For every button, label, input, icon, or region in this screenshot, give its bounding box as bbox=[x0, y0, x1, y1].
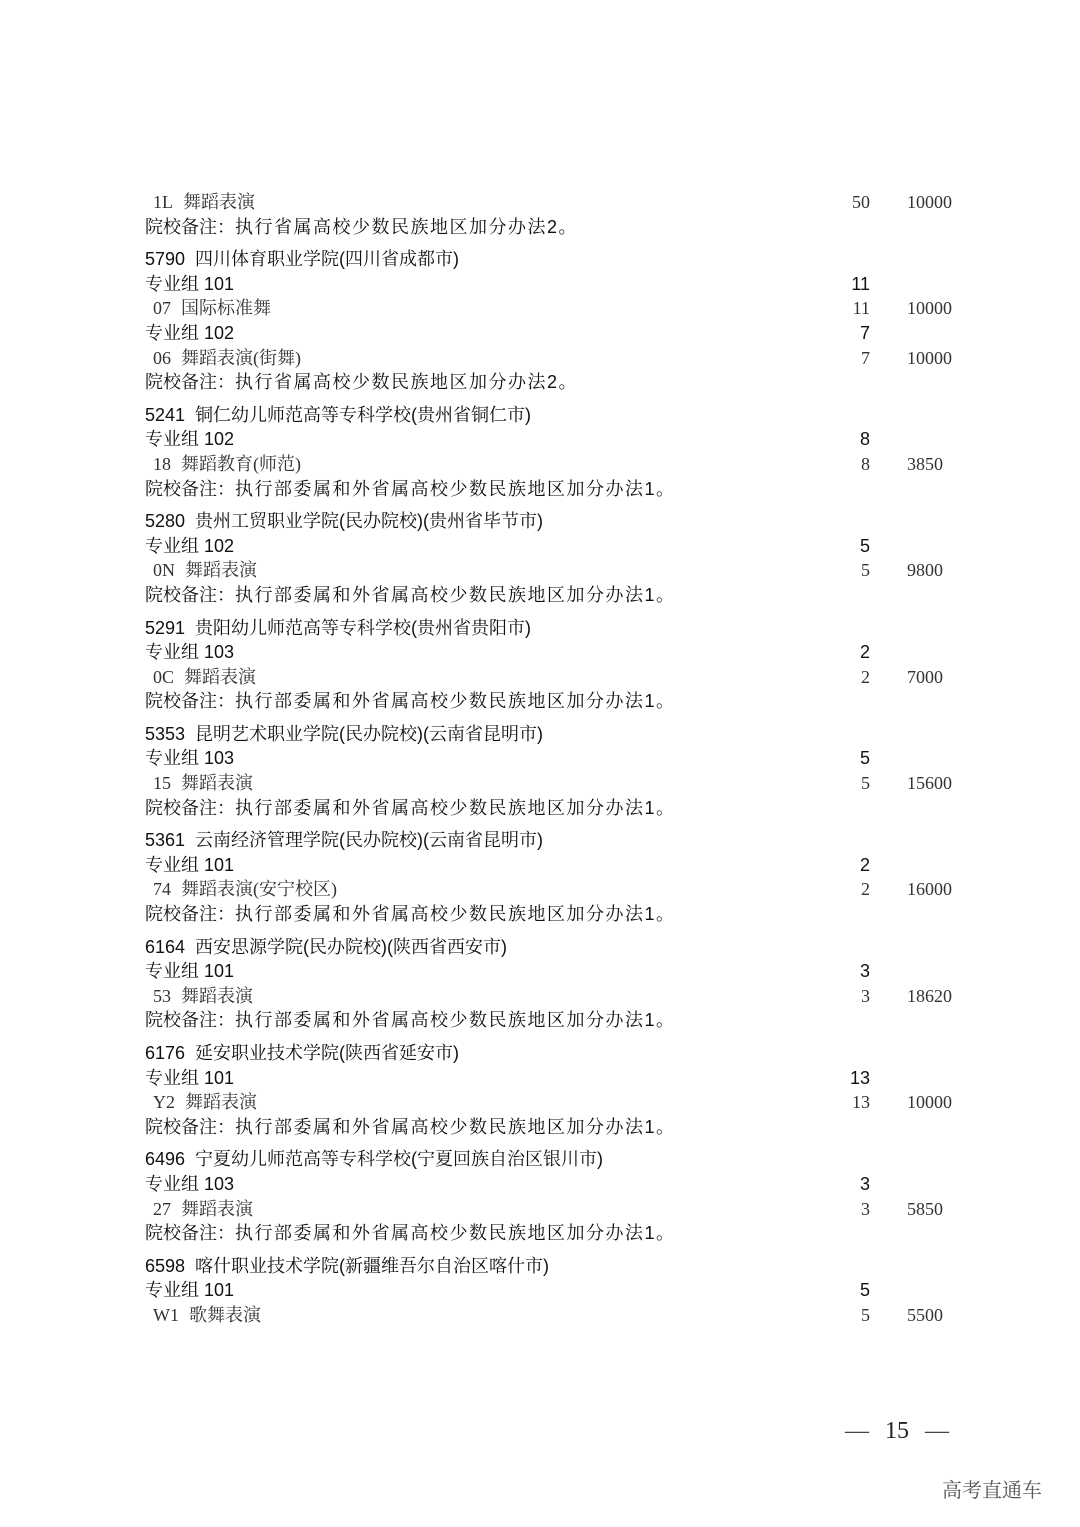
major-name: 舞蹈表演 bbox=[184, 666, 257, 687]
school-note-row bbox=[0, 477, 1080, 502]
group-quota: 3 bbox=[859, 1173, 870, 1194]
group-quota: 3 bbox=[859, 961, 870, 982]
tuition-fee: 16000 bbox=[907, 879, 952, 900]
school-note bbox=[145, 902, 676, 927]
major-code: W1 bbox=[153, 1304, 179, 1325]
school-code: 5241 bbox=[145, 404, 186, 425]
school-note-row bbox=[0, 215, 1080, 240]
school-name: 贵州工贸职业学院(民办院校)(贵州省毕节市) bbox=[195, 511, 544, 532]
major-code: 0N bbox=[153, 560, 175, 581]
tuition-fee: 3850 bbox=[907, 453, 943, 474]
tuition-fee: 5500 bbox=[907, 1304, 943, 1325]
group-label: 专业组 102 bbox=[145, 535, 235, 556]
school-title bbox=[145, 722, 543, 747]
school-header-row bbox=[0, 247, 1080, 272]
school-title bbox=[145, 1254, 549, 1279]
school-name: 喀什职业技术学院(新疆维吾尔自治区喀什市) bbox=[195, 1255, 550, 1276]
school-code: 6176 bbox=[145, 1043, 186, 1063]
major-quota: 5 bbox=[861, 560, 870, 581]
school-note-row bbox=[0, 1221, 1080, 1246]
major-code: 74 bbox=[153, 879, 171, 900]
note-text: 执行部委属和外省属高校少数民族地区加分办法1。 bbox=[235, 478, 676, 499]
school-code: 5361 bbox=[145, 830, 186, 851]
major-code: 15 bbox=[153, 773, 171, 794]
school-note bbox=[145, 370, 578, 395]
major-code: 18 bbox=[153, 453, 171, 474]
school-title bbox=[145, 935, 507, 960]
school-name: 宁夏幼儿师范高等专科学校(宁夏回族自治区银川市) bbox=[195, 1149, 604, 1170]
school-note bbox=[145, 583, 676, 608]
school-note-row bbox=[0, 689, 1080, 714]
major-quota: 2 bbox=[861, 666, 870, 687]
major-group-row bbox=[0, 746, 1080, 771]
school-code: 6164 bbox=[145, 936, 186, 957]
school-name: 铜仁幼儿师范高等专科学校(贵州省铜仁市) bbox=[195, 404, 532, 425]
tuition-fee: 9800 bbox=[907, 560, 943, 581]
school-title bbox=[145, 828, 543, 853]
major-quota: 11 bbox=[852, 298, 870, 319]
school-code: 5353 bbox=[145, 723, 186, 744]
note-label: 院校备注： bbox=[145, 216, 235, 237]
tuition-fee: 10000 bbox=[907, 298, 952, 319]
watermark: 高考直通车 bbox=[942, 1478, 1042, 1502]
major-code: 07 bbox=[153, 298, 171, 319]
major-row bbox=[0, 665, 1080, 690]
major-row bbox=[0, 452, 1080, 477]
note-text: 执行省属高校少数民族地区加分办法2。 bbox=[235, 216, 579, 237]
group-label: 专业组 102 bbox=[145, 429, 235, 450]
major-row bbox=[0, 1197, 1080, 1222]
school-code: 5280 bbox=[145, 511, 186, 532]
major-group-row bbox=[0, 427, 1080, 452]
major-title bbox=[153, 558, 257, 583]
major-quota: 3 bbox=[861, 985, 870, 1006]
major-name: 舞蹈表演 bbox=[185, 1092, 257, 1113]
school-name: 四川体育职业学院(四川省成都市) bbox=[195, 249, 460, 270]
major-name: 舞蹈表演 bbox=[185, 560, 257, 581]
group-quota: 11 bbox=[851, 273, 870, 294]
note-label: 院校备注： bbox=[145, 1223, 235, 1244]
note-text: 执行部委属和外省属高校少数民族地区加分办法1。 bbox=[235, 1116, 676, 1137]
school-note bbox=[145, 796, 676, 821]
major-quota: 50 bbox=[852, 192, 870, 212]
school-code: 5790 bbox=[145, 249, 186, 270]
school-note-row bbox=[0, 902, 1080, 927]
note-text: 执行省属高校少数民族地区加分办法2。 bbox=[235, 372, 579, 393]
major-code: 53 bbox=[153, 985, 171, 1006]
major-group-row bbox=[0, 640, 1080, 665]
note-label: 院校备注： bbox=[145, 1116, 235, 1137]
note-text: 执行部委属和外省属高校少数民族地区加分办法1。 bbox=[235, 1010, 676, 1031]
major-quota: 5 bbox=[861, 1304, 870, 1325]
note-text: 执行部委属和外省属高校少数民族地区加分办法1。 bbox=[235, 1223, 676, 1244]
major-title bbox=[153, 296, 271, 321]
group-quota: 2 bbox=[859, 854, 870, 875]
major-group-row bbox=[0, 1278, 1080, 1303]
page-number-value: 15 bbox=[885, 1418, 909, 1444]
major-group-row bbox=[0, 321, 1080, 346]
major-quota: 8 bbox=[861, 453, 870, 474]
major-code: 1L bbox=[153, 192, 173, 212]
school-header-row bbox=[0, 509, 1080, 534]
school-note bbox=[145, 1221, 676, 1246]
major-row bbox=[0, 984, 1080, 1009]
tuition-fee: 10000 bbox=[907, 1092, 952, 1113]
note-label: 院校备注： bbox=[145, 691, 235, 712]
school-note-row bbox=[0, 370, 1080, 395]
note-text: 执行部委属和外省属高校少数民族地区加分办法1。 bbox=[235, 691, 676, 712]
group-quota: 2 bbox=[859, 642, 870, 663]
school-header-row bbox=[0, 403, 1080, 428]
group-quota: 5 bbox=[859, 748, 870, 769]
school-note bbox=[145, 215, 578, 240]
major-group-row bbox=[0, 1172, 1080, 1197]
school-note-row bbox=[0, 1115, 1080, 1140]
tuition-fee: 10000 bbox=[907, 192, 952, 212]
school-header-row bbox=[0, 722, 1080, 747]
page-number bbox=[845, 1418, 949, 1445]
school-title bbox=[145, 616, 531, 641]
major-group-row bbox=[0, 853, 1080, 878]
school-title bbox=[145, 1041, 459, 1066]
school-title bbox=[145, 1147, 603, 1172]
major-name: 舞蹈表演 bbox=[181, 773, 253, 794]
major-title bbox=[153, 190, 255, 215]
group-quota: 5 bbox=[859, 535, 870, 556]
major-group-row bbox=[0, 959, 1080, 984]
major-title bbox=[153, 1197, 253, 1222]
group-label: 专业组 101 bbox=[145, 273, 235, 294]
major-title bbox=[153, 984, 253, 1009]
school-note bbox=[145, 1008, 676, 1033]
major-title bbox=[153, 771, 253, 796]
major-row bbox=[0, 558, 1080, 583]
group-label: 专业组 103 bbox=[145, 1173, 235, 1194]
school-name: 延安职业技术学院(陕西省延安市) bbox=[195, 1043, 460, 1063]
group-label: 专业组 101 bbox=[145, 961, 235, 982]
major-title bbox=[153, 346, 301, 371]
group-label: 专业组 101 bbox=[145, 854, 235, 875]
school-header-row bbox=[0, 616, 1080, 641]
note-label: 院校备注： bbox=[145, 372, 235, 393]
school-name: 昆明艺术职业学院(民办院校)(云南省昆明市) bbox=[195, 723, 544, 744]
major-row bbox=[0, 190, 1080, 215]
major-row bbox=[0, 296, 1080, 321]
major-row bbox=[0, 346, 1080, 371]
school-code: 6598 bbox=[145, 1255, 186, 1276]
note-label: 院校备注： bbox=[145, 1010, 235, 1031]
major-row bbox=[0, 877, 1080, 902]
tuition-fee: 10000 bbox=[907, 347, 952, 368]
school-code: 5291 bbox=[145, 617, 186, 638]
school-note-row bbox=[0, 583, 1080, 608]
school-name: 云南经济管理学院(民办院校)(云南省昆明市) bbox=[195, 830, 544, 851]
major-name: 舞蹈表演(街舞) bbox=[181, 347, 301, 368]
admission-list bbox=[0, 190, 1080, 1328]
major-name: 舞蹈表演(安宁校区) bbox=[181, 879, 337, 900]
group-quota: 7 bbox=[859, 322, 870, 343]
group-label: 专业组 103 bbox=[145, 748, 235, 769]
school-header-row bbox=[0, 935, 1080, 960]
major-group-row bbox=[0, 1066, 1080, 1091]
major-row bbox=[0, 1303, 1080, 1328]
school-title bbox=[145, 509, 543, 534]
school-header-row bbox=[0, 828, 1080, 853]
group-label: 专业组 103 bbox=[145, 642, 235, 663]
major-quota: 3 bbox=[861, 1198, 870, 1219]
school-note-row bbox=[0, 796, 1080, 821]
group-quota: 8 bbox=[859, 429, 870, 450]
major-row bbox=[0, 1090, 1080, 1115]
school-header-row bbox=[0, 1041, 1080, 1066]
school-header-row bbox=[0, 1147, 1080, 1172]
note-text: 执行部委属和外省属高校少数民族地区加分办法1。 bbox=[235, 797, 676, 818]
major-quota: 7 bbox=[861, 347, 870, 368]
major-name: 歌舞表演 bbox=[189, 1304, 261, 1325]
tuition-fee: 5850 bbox=[907, 1198, 943, 1219]
school-note bbox=[145, 689, 676, 714]
major-name: 舞蹈表演 bbox=[181, 985, 253, 1006]
page-dash-right: — bbox=[925, 1418, 949, 1444]
school-note-row bbox=[0, 1008, 1080, 1033]
tuition-fee: 18620 bbox=[907, 985, 952, 1006]
major-title bbox=[153, 1303, 261, 1328]
page-dash-left: — bbox=[845, 1418, 869, 1444]
note-label: 院校备注： bbox=[145, 478, 235, 499]
school-title bbox=[145, 403, 531, 428]
school-title bbox=[145, 247, 459, 272]
school-note bbox=[145, 1115, 676, 1140]
major-title bbox=[153, 877, 337, 902]
major-group-row bbox=[0, 272, 1080, 297]
school-code: 6496 bbox=[145, 1149, 186, 1170]
group-label: 专业组 101 bbox=[145, 1067, 235, 1088]
tuition-fee: 15600 bbox=[907, 773, 952, 794]
group-label: 专业组 102 bbox=[145, 322, 235, 343]
major-code: 06 bbox=[153, 347, 171, 368]
major-name: 舞蹈表演 bbox=[183, 192, 255, 212]
major-code: 27 bbox=[153, 1198, 171, 1219]
major-name: 舞蹈表演 bbox=[181, 1198, 253, 1219]
school-note bbox=[145, 477, 676, 502]
group-label: 专业组 101 bbox=[145, 1280, 235, 1301]
school-header-row bbox=[0, 1254, 1080, 1279]
major-quota: 5 bbox=[861, 773, 870, 794]
note-label: 院校备注： bbox=[145, 584, 235, 605]
major-title bbox=[153, 1090, 257, 1115]
note-label: 院校备注： bbox=[145, 904, 235, 925]
major-quota: 13 bbox=[852, 1092, 870, 1113]
school-name: 西安思源学院(民办院校)(陕西省西安市) bbox=[195, 936, 508, 957]
major-name: 国际标准舞 bbox=[181, 298, 271, 319]
major-code: 0C bbox=[153, 666, 175, 687]
major-name: 舞蹈教育(师范) bbox=[181, 453, 301, 474]
note-text: 执行部委属和外省属高校少数民族地区加分办法1。 bbox=[235, 904, 676, 925]
school-name: 贵阳幼儿师范高等专科学校(贵州省贵阳市) bbox=[195, 617, 532, 638]
group-quota: 13 bbox=[849, 1067, 870, 1088]
major-code: Y2 bbox=[153, 1092, 175, 1113]
major-title bbox=[153, 665, 256, 690]
major-quota: 2 bbox=[861, 879, 870, 900]
note-text: 执行部委属和外省属高校少数民族地区加分办法1。 bbox=[235, 584, 676, 605]
note-label: 院校备注： bbox=[145, 797, 235, 818]
group-quota: 5 bbox=[859, 1280, 870, 1301]
tuition-fee: 7000 bbox=[907, 666, 943, 687]
major-group-row bbox=[0, 534, 1080, 559]
major-row bbox=[0, 771, 1080, 796]
major-title bbox=[153, 452, 301, 477]
